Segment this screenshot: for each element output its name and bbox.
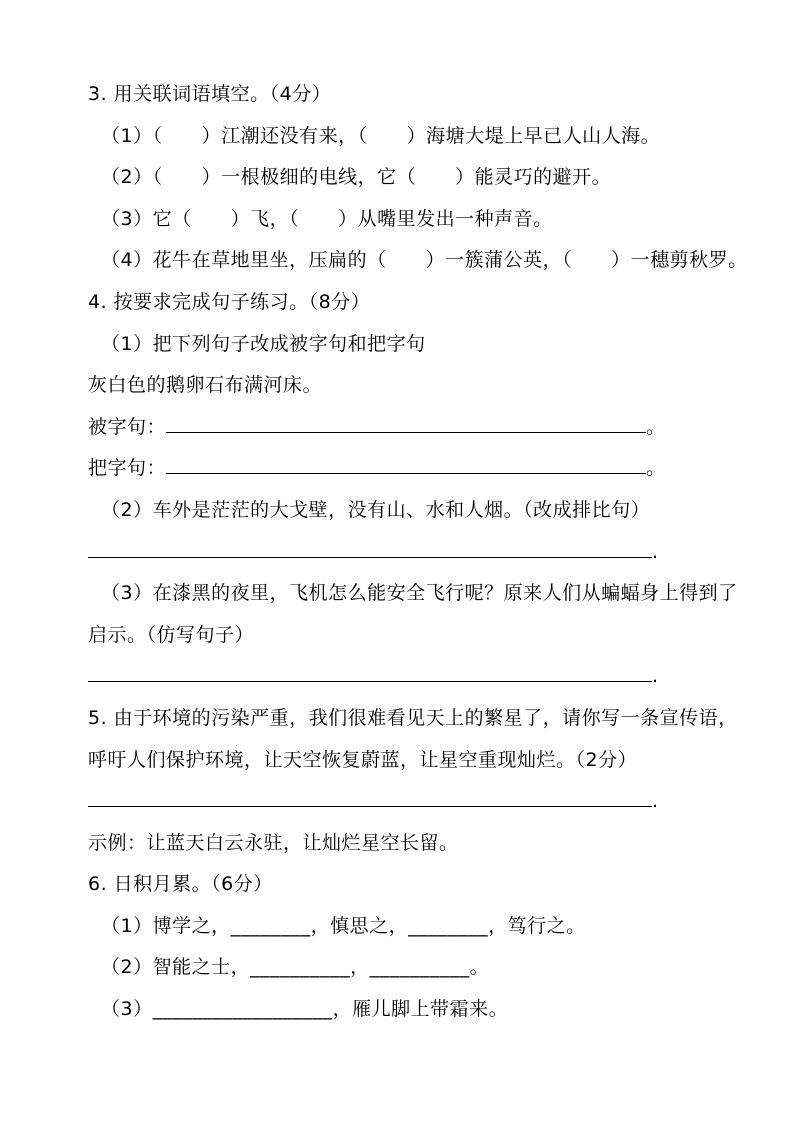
q5-answer-blank: [88, 787, 652, 807]
ba-label: 把字句：: [88, 457, 167, 480]
q4-item-3-answer-line: [88, 656, 723, 698]
q4-item-2: （2）车外是茫茫的大戈壁，没有山、水和人烟。（改成排比句）: [101, 498, 651, 521]
ba-answer-blank: [166, 454, 646, 474]
bei-answer-blank: [166, 413, 646, 433]
q4-source-sentence: 灰白色的鹅卵石布满河床。: [88, 374, 323, 397]
q3-item-2: （2）（ ）一根极细的电线，它（ ）能灵巧的避开。: [101, 166, 612, 189]
q6-item-2: （2）智能之士，__________，__________。: [101, 956, 490, 979]
q6-item-1: （1）博学之，________，慎思之，________，笃行之。: [101, 914, 586, 937]
q3-item-1: （1）（ ）江潮还没有来，（ ）海塘大堤上早已人山人海。: [101, 124, 661, 147]
q5-answer-period: .: [652, 790, 659, 813]
ba-period: 。: [646, 457, 666, 480]
q4-item-2-answer-line: [88, 532, 723, 574]
question-4-heading: 4. 按要求完成句子练习。（8分）: [88, 290, 371, 313]
q5-answer-line: [88, 781, 723, 823]
question-3-heading: 3. 用关联词语填空。（4分）: [88, 83, 332, 105]
q4-item-1: （1）把下列句子改成被字句和把字句: [101, 332, 426, 355]
q3-item-3: （3）它（ ）飞，（ ）从嘴里发出一种声音。: [101, 207, 553, 230]
question-6-heading: 6. 日积月累。（6分）: [88, 873, 273, 896]
q4-item-2-answer-blank: [88, 538, 652, 558]
q4-bei-answer-line: [88, 407, 723, 449]
question-5-line-1: 5. 由于环境的污染严重，我们很难看见天上的繁星了，请你写一条宣传语，: [88, 706, 738, 729]
q5-example: 示例：让蓝天白云永驻，让灿烂星空长留。: [88, 831, 459, 854]
q4-item-3-answer-period: .: [652, 665, 659, 688]
q4-item-3-answer-blank: [88, 662, 652, 682]
q4-item-2-answer-period: .: [652, 540, 659, 563]
q4-item-3-line-1: （3）在漆黑的夜里，飞机怎么能安全飞行呢？原来人们从蝙蝠身上得到了: [101, 582, 738, 605]
question-5-line-2: 呼吁人们保护环境，让天空恢复蔚蓝，让星空重现灿烂。（2分）: [88, 748, 638, 771]
bei-period: 。: [646, 415, 666, 438]
q4-ba-answer-line: [88, 448, 723, 490]
q4-item-3-line-2: 启示。（仿写句子）: [88, 623, 255, 646]
q6-item-3: （3）__________________，雁儿脚上带霜来。: [101, 998, 509, 1021]
q3-item-4: （4）花牛在草地里坐，压扁的（ ）一簇蒲公英，（ ）一穗剪秋罗。: [101, 249, 748, 272]
bei-label: 被字句：: [88, 415, 167, 438]
